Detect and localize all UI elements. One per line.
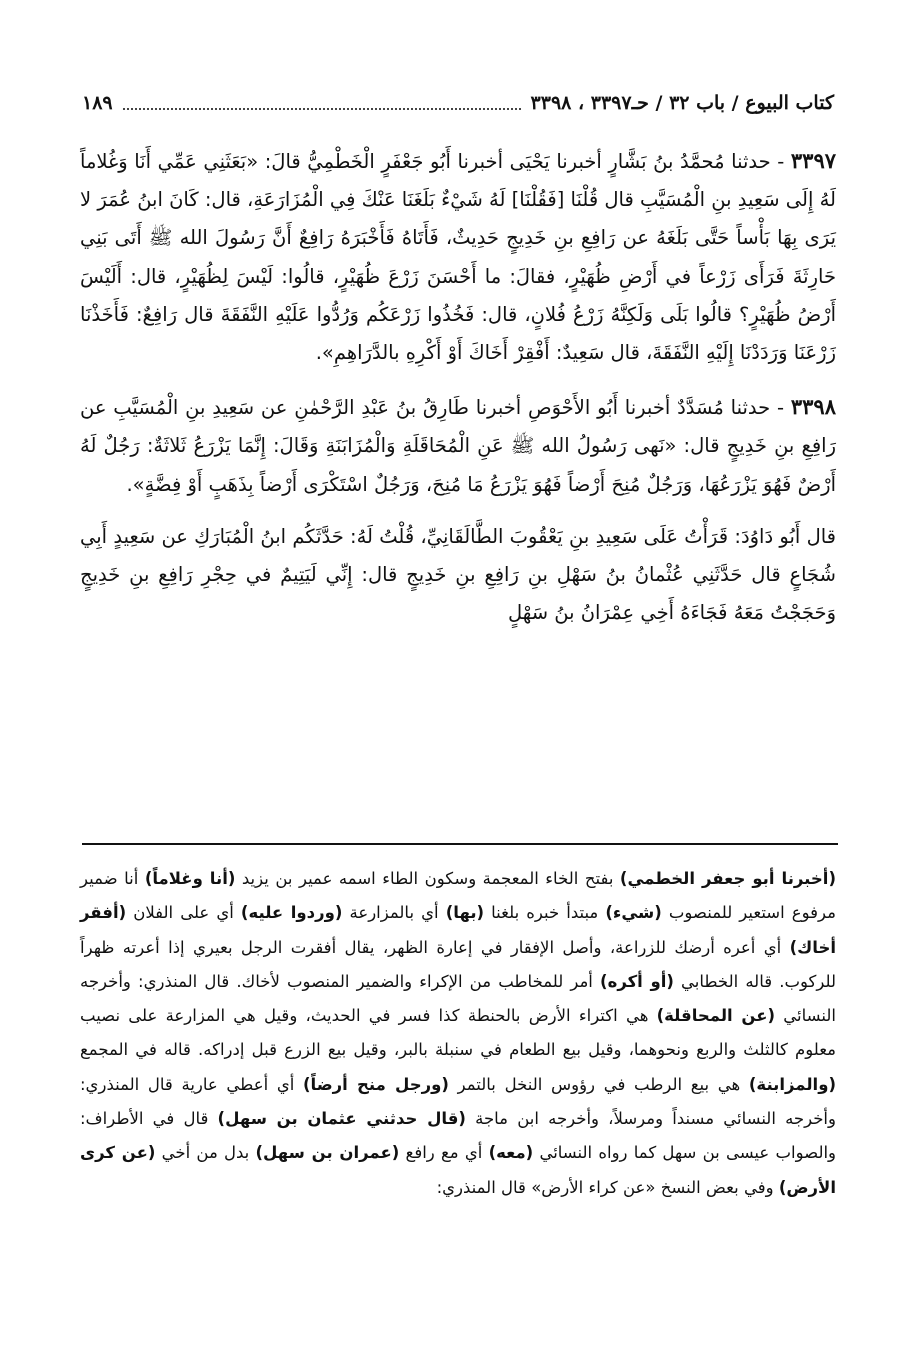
footnote-text: مبتدأ خبره بلغنا <box>484 903 606 923</box>
hadith-3397 <box>80 142 836 372</box>
footnote-text: أي مع رافع <box>399 1143 489 1163</box>
hadith-3398 <box>80 388 836 504</box>
footnote-text: أنا ضمير مرفوع استعير للمنصوب <box>80 869 836 923</box>
hadith-number: ٣٣٩٨ <box>790 394 836 420</box>
footnote-term: (ورجل منح أرضاً) <box>303 1074 449 1094</box>
footnote-text: هي بيع الرطب في رؤوس النخل بالتمر <box>448 1074 749 1094</box>
footnote-term: (أنا وغلاماً) <box>144 869 236 888</box>
footnote-term: (والمزابنة) <box>748 1074 836 1094</box>
abu-dawud-comment <box>80 518 836 633</box>
hadith-text: - حدثنا مُسَدَّدٌ أخبرنا أَبُو الأَحْوَصِ أخبرنا طَارِقُ بنُ عَبْدِ الرَّحْمٰنِ عن سَعِيدِ بنِ الْمُسَيَّبِ عن رَافِعِ بنِ خَدِيجٍ قال: «نَهى رَسُولُ الله ﷺ عَنِ الْمُحَاقَلَةِ وَالْمُزَابَنَةِ وَقَالَ: إِنَّمَا يَزْرَعُ ثَلاثَةٌ: رَجُلٌ لَهُ أَرْضٌ فَهُوَ يَزْرَعُهَا، وَرَجُلٌ مُنِحَ أَرْضاً فَهُوَ يَزْرَعُ مَا مُنِحَ، وَرَجُلٌ اسْتَكْرَى أَرْضاً بِذَهَبٍ أَوْ فِضَّةٍ». <box>80 396 836 496</box>
hadith-number: ٣٣٩٧ <box>790 148 837 173</box>
comment-text: قال أَبُو دَاوُدَ: قَرَأْتُ عَلَى سَعِيدِ بنِ يَعْقُوبَ الطَّالَقَانِيِّ، قُلْتُ لَهُ: حَدَّثَكُم ابنُ الْمُبَارَكِ عن سَعِيدٍ أَبِي شُجَاعٍ قال حَدَّثَنِي عُثْمانُ بنُ سَهْلِ بنِ رَافِعِ بنِ خَدِيجٍ قال: إِنِّي لَيَتِيمٌ في حِجْرِ رَافِعِ بنِ خَدِيجٍ وَحَجَجْتُ مَعَهُ فَجَاءَهُ أَخِي عِمْرَانُ بنُ سَهْلٍ <box>80 524 836 625</box>
footnote-term: (عن المحاقلة) <box>656 1006 776 1026</box>
footnote-term: (شيء) <box>605 903 662 923</box>
hadith-text: - حدثنا مُحمَّدُ بنُ بَشَّارٍ أخبرنا يَحْيَى أخبرنا أَبُو جَعْفَرٍ الْخَطْمِيُّ قالَ: «بَعَثَنِي عَمِّي أَنَا وَغُلاماً لَهُ إِلَى سَعِيدِ بنِ الْمُسَيَّبِ قال قُلْنَا [فَقُلْنَا] لَهُ شَيْءٌ بَلَغَنَا عَنْكَ فِي الْمُزَارَعَةِ، قال: كَانَ ابنُ عُمَرَ لا يَرَى بِهَا بَأْساً حَتَّى بَلَغَهُ عن رَافِعِ بنِ خَدِيجٍ حَدِيثٌ، فَأَتَاهُ فَأَخْبَرَهُ رَافِعٌ أَنَّ رَسُولَ الله ﷺ أَتَى بَنِي حَارِثَةَ فَرَأَى زَرْعاً في أَرْضِ ظُهَيْرٍ، فقالَ: ما أَحْسَنَ زَرْعَ ظُهَيْرٍ، قالُوا: لَيْسَ لِظُهَيْرٍ، قال: أَلَيْسَ أَرْضُ ظُهَيْرٍ؟ قالُوا بَلَى وَلَكِنَّهُ زَرْعُ فُلانٍ، قال: فَخُذُوا زَرْعَكُم وَرُدُّوا عَلَيْهِ النَّفَقَةَ قال رَافِعٌ: فَأَخَذْنَا زَرْعَنَا وَرَدَدْنَا إِلَيْهِ النَّفَقَةَ، قال سَعِيدٌ: أَفْقِرْ أَخَاكَ أَوْ أَكْرِهِ بالدَّرَاهِمِ». <box>80 150 836 365</box>
header-dot-leader <box>123 108 521 110</box>
footnote-term: (عن كرى الأرض) <box>80 1143 836 1197</box>
footnote-text: أي بالمزارعة <box>342 903 446 923</box>
footnote-text: أي أعره أرضك للزراعة، وأصل الإفقار في إعارة الظهر، يقال أفقرت الرجل بعيري إذا أعرته ظهراً للركوب. قاله الخطابي <box>80 937 836 991</box>
main-text <box>80 142 836 632</box>
footnote-text: أي أعطي عارية قال المنذري: وأخرجه النسائي مسنداً ومرسلاً، وأخرجه ابن ماجة <box>80 1074 836 1129</box>
commentary-footnotes <box>80 862 836 1205</box>
running-header <box>82 88 834 118</box>
footnote-term: (عمران بن سهل) <box>255 1143 400 1163</box>
footnote-divider <box>82 843 838 845</box>
footnote-term: (قال حدثني عثمان بن سهل) <box>217 1109 466 1129</box>
footnote-text: وفي بعض النسخ «عن كراء الأرض» قال المنذري: <box>436 1177 779 1197</box>
page-number: ١٨٩ <box>82 92 113 114</box>
footnote-text: أمر للمخاطب من الإكراء والضمير المنصوب لأخاك. قال المنذري: وأخرجه النسائي <box>80 971 836 1026</box>
footnote-term: (أو أكره) <box>600 971 674 991</box>
footnote-text: بفتح الخاء المعجمة وسكون الطاء اسمه عمير بن يزيد <box>235 869 620 888</box>
footnote-text: قال في الأطراف: والصواب عيسى بن سهل كما رواه النسائي <box>80 1109 837 1163</box>
footnote-text: هي اكتراء الأرض بالحنطة كذا فسر في الحديث، وقيل هي المزارعة على نصيب معلوم كالثلث والربع ونحوهما، وقيل بيع الطعام في سنبلة بالبر، وقيل بيع الزرع قبل إدراكه. قاله في المجمع <box>80 1006 836 1060</box>
footnote-term: (أخبرنا أبو جعفر الخطمي) <box>619 869 837 888</box>
footnote-text: أي على الفلان <box>126 903 241 923</box>
footnote-text: بدل من أخي <box>155 1143 256 1163</box>
footnote-term: (بها) <box>445 903 485 923</box>
chapter-title: كتاب البيوع / باب ٣٢ / حـ٣٣٩٧ ، ٣٣٩٨ <box>530 92 834 114</box>
footnote-term: (معه) <box>488 1143 534 1163</box>
footnote-term: (أفقر أخاك) <box>80 903 836 957</box>
footnote-paragraph <box>80 862 836 1205</box>
footnote-term: (وردوا عليه) <box>240 903 343 923</box>
